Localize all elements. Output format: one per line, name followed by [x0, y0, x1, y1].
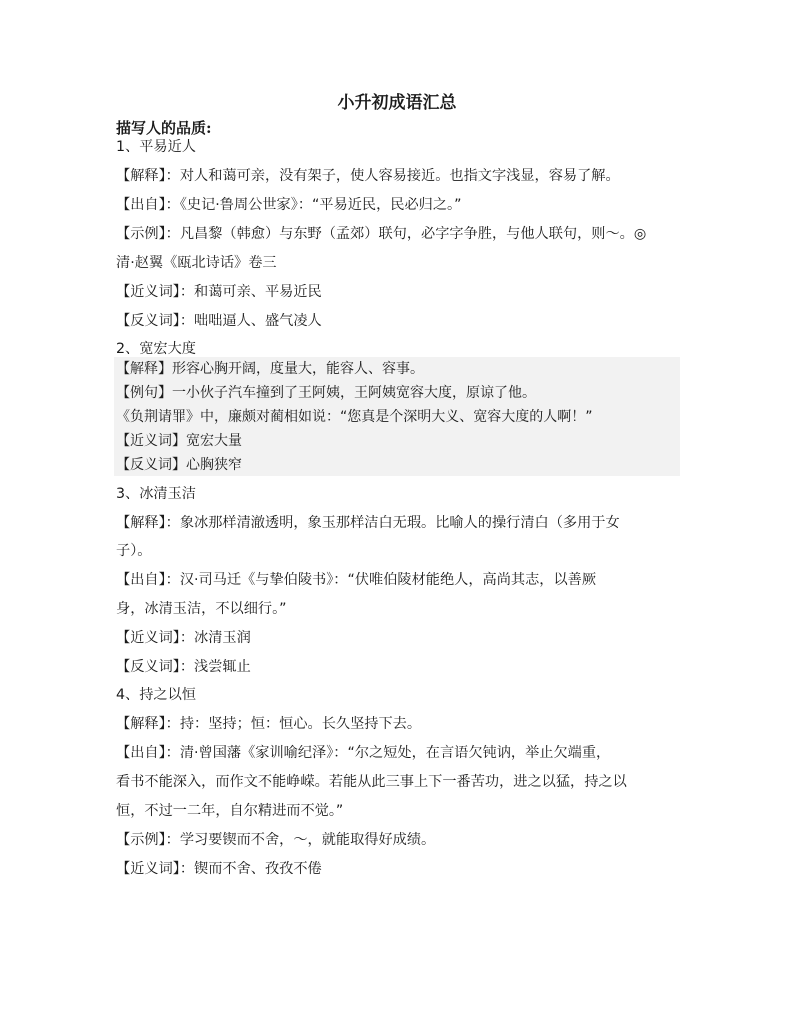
idiom-4-source: 【出自】：清·曾国藩《家训喻纪泽》：“尔之短处，在言语欠钝讷，举止欠端重， [116, 745, 611, 761]
idiom-3-source-cont: 身，冰清玉洁，不以细行。” [116, 601, 287, 617]
idiom-1-synonyms: 【近义词】：和蔼可亲、平易近民 [116, 284, 322, 300]
idiom-4-example: 【示例】：学习要锲而不舍，～，就能取得好成绩。 [116, 832, 436, 848]
idiom-4-explanation: 【解释】：持：坚持；恒：恒心。长久坚持下去。 [116, 716, 422, 732]
idiom-3-heading: 3、冰清玉洁 [116, 486, 196, 502]
idiom-3-explanation-cont: 子）。 [116, 543, 152, 559]
idiom-2-story-quote: 《负荆请罪》中，廉颇对蔺相如说：“您真是个深明大义、宽容大度的人啊！” [116, 409, 593, 425]
idiom-1-source: 【出自】：《史记·鲁周公世家》：“平易近民，民必归之。” [116, 197, 462, 213]
idiom-3-explanation: 【解释】：象冰那样清澈透明，象玉那样洁白无瑕。比喻人的操行清白（多用于女 [116, 515, 620, 531]
idiom-2-heading: 2、宽宏大度 [116, 341, 196, 357]
idiom-2-explanation: 【解释】形容心胸开阔，度量大，能容人、容事。 [116, 361, 424, 377]
idiom-3-synonyms: 【近义词】：冰清玉润 [116, 630, 251, 646]
idiom-4-synonyms: 【近义词】：锲而不舍、孜孜不倦 [116, 861, 322, 877]
idiom-2-example-sentence: 【例句】一小伙子汽车撞到了王阿姨，王阿姨宽容大度，原谅了他。 [116, 385, 536, 401]
idiom-4-heading: 4、持之以恒 [116, 687, 196, 703]
idiom-4-source-cont-2: 恒，不过一二年，自尔精进而不觉。” [116, 803, 344, 819]
idiom-3-source: 【出自】：汉·司马迁《与挚伯陵书》：“伏唯伯陵材能绝人，高尚其志，以善厥 [116, 572, 597, 588]
idiom-1-example-cont: 清·赵翼《瓯北诗话》卷三 [116, 255, 277, 271]
idiom-4-source-cont-1: 看书不能深入，而作文不能峥嵘。若能从此三事上下一番苦功，进之以猛，持之以 [116, 774, 627, 790]
idiom-1-heading: 1、平易近人 [116, 139, 196, 155]
page-title: 小升初成语汇总 [337, 93, 457, 113]
idiom-2-synonyms: 【近义词】宽宏大量 [116, 433, 242, 449]
idiom-1-example: 【示例】：凡昌黎（韩愈）与东野（孟郊）联句，必字字争胜，与他人联句，则～。◎ [116, 226, 647, 242]
section-heading: 描写人的品质: [116, 119, 212, 137]
idiom-1-antonyms: 【反义词】：咄咄逼人、盛气凌人 [116, 313, 322, 329]
idiom-3-antonyms: 【反义词】：浅尝辄止 [116, 659, 251, 675]
idiom-1-explanation: 【解释】：对人和蔼可亲，没有架子，使人容易接近。也指文字浅显，容易了解。 [116, 168, 620, 184]
idiom-2-antonyms: 【反义词】心胸狭窄 [116, 457, 242, 473]
